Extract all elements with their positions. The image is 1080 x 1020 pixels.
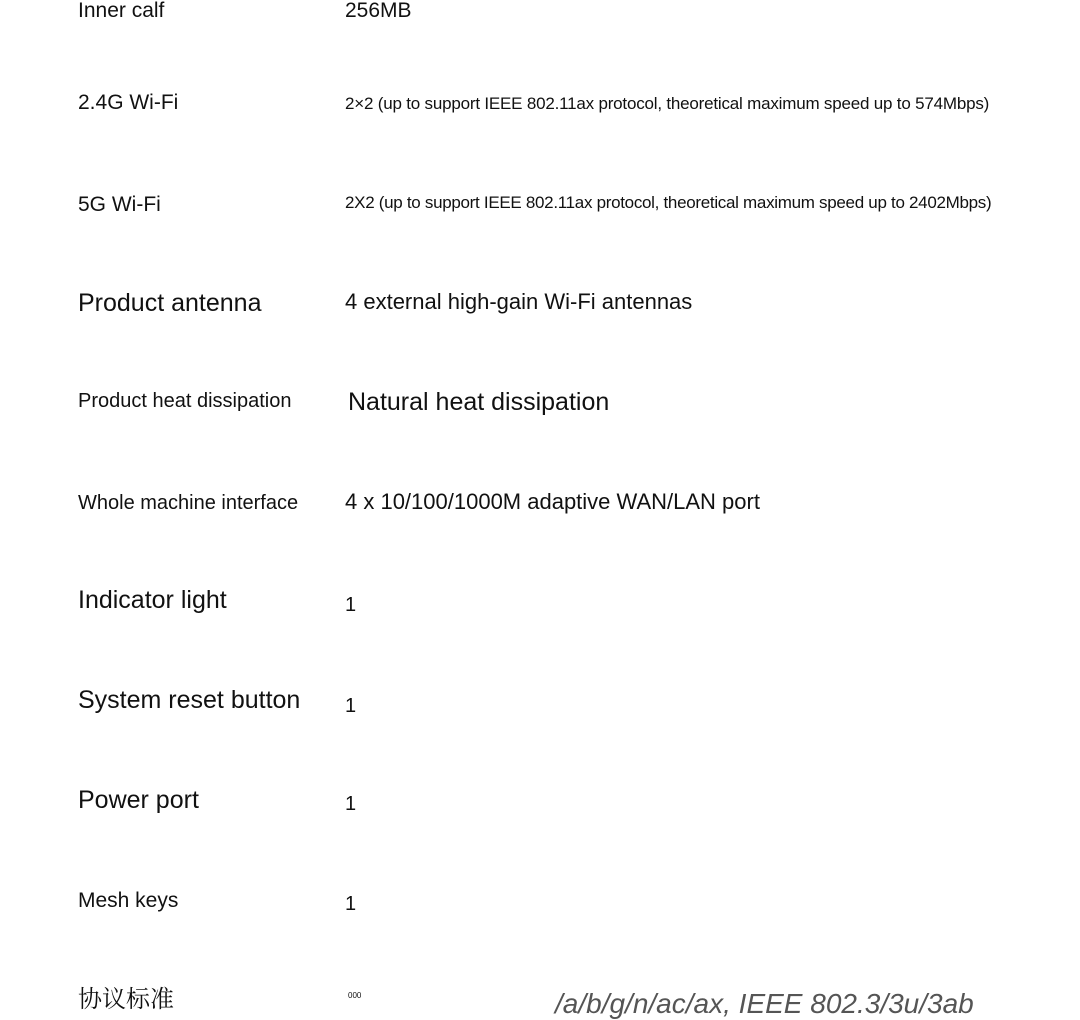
spec-label: 2.4G Wi-Fi — [78, 91, 179, 114]
spec-value: 1 — [345, 594, 357, 616]
spec-value: 4 external high-gain Wi-Fi antennas — [345, 289, 693, 314]
spec-value: /a/b/g/n/ac/ax, IEEE 802.3/3u/3ab — [555, 988, 974, 1019]
spec-value: 1 — [345, 695, 357, 717]
spec-row-indicator-light — [0, 588, 1080, 628]
spec-row-antenna — [0, 291, 1080, 331]
spec-row-interface — [0, 491, 1080, 531]
spec-value: 2×2 (up to support IEEE 802.11ax protocol, theoretical maximum speed up to 574Mbps) — [345, 94, 990, 113]
spec-label: Indicator light — [78, 586, 227, 614]
spec-row-mesh-keys — [0, 890, 1080, 930]
spec-value: 1 — [345, 793, 357, 815]
spec-label: 5G Wi-Fi — [78, 193, 161, 216]
spec-row-power-port — [0, 788, 1080, 828]
spec-label: Product antenna — [78, 289, 262, 317]
spec-value: 256MB — [345, 0, 412, 22]
spec-label: Mesh keys — [78, 889, 179, 912]
spec-row-protocol-partial — [0, 986, 1080, 1019]
spec-row-wifi-5g — [0, 194, 1080, 234]
spec-row-reset-button — [0, 688, 1080, 728]
spec-label: 协议标准 — [78, 986, 174, 1013]
spec-row-memory — [0, 0, 1080, 40]
spec-value: 1 — [345, 893, 357, 915]
spec-row-wifi-2-4g — [0, 92, 1080, 132]
spec-label: System reset button — [78, 686, 301, 714]
spec-label: Whole machine interface — [78, 492, 299, 514]
spec-value: 4 x 10/100/1000M adaptive WAN/LAN port — [345, 489, 760, 514]
spec-value: Natural heat dissipation — [348, 388, 610, 416]
spec-value-fragment: 000 — [348, 991, 362, 1000]
spec-row-heat-dissipation — [0, 390, 1080, 430]
spec-value: 2X2 (up to support IEEE 802.11ax protocol, theoretical maximum speed up to 2402Mbps) — [345, 193, 992, 212]
spec-label: Inner calf — [78, 0, 165, 22]
spec-label: Product heat dissipation — [78, 390, 292, 412]
spec-label: Power port — [78, 786, 199, 814]
